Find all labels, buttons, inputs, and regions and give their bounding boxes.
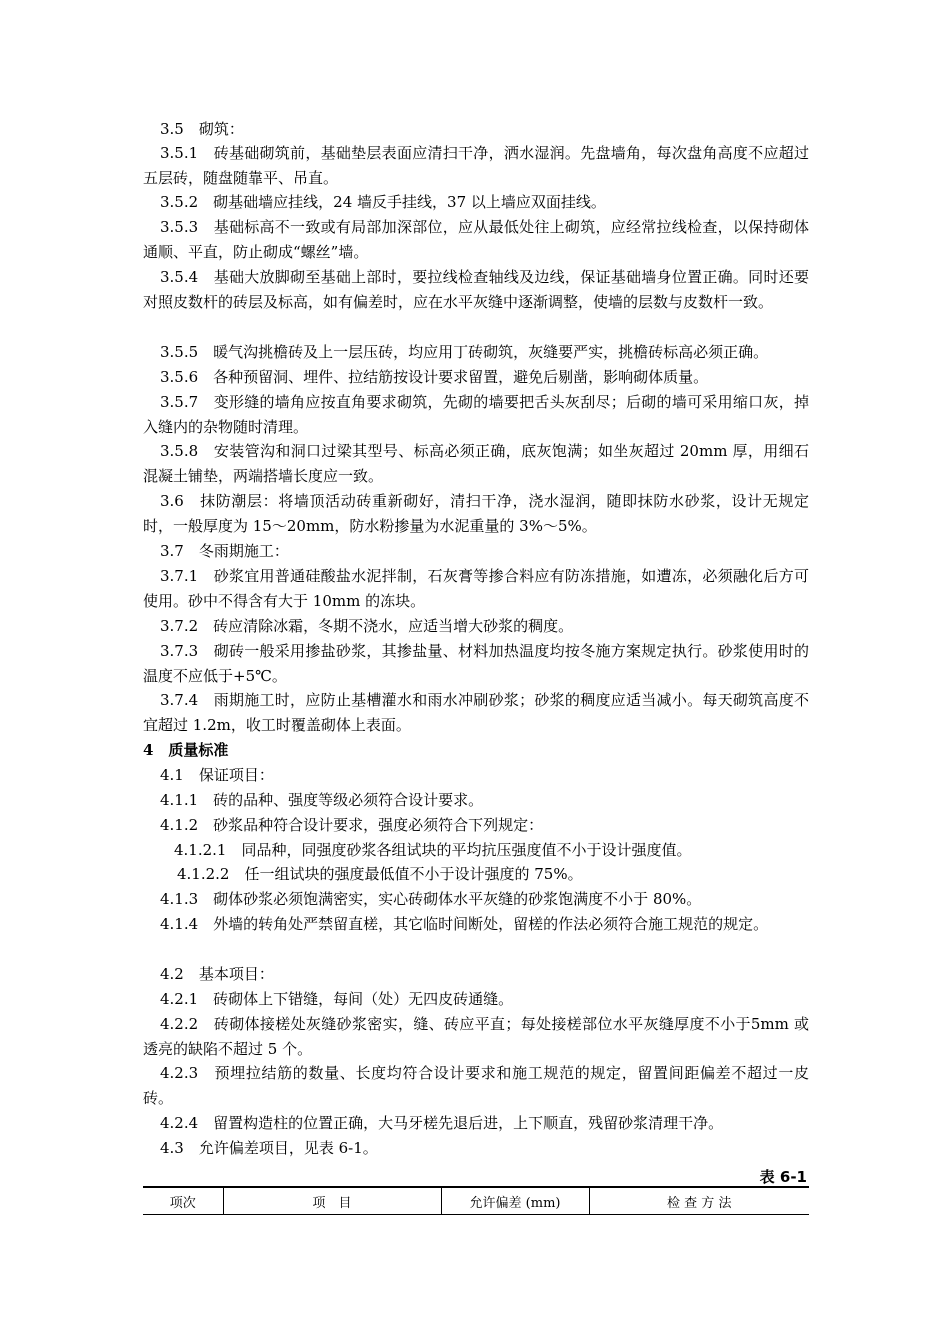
table-header-row <box>143 1187 809 1215</box>
clause-3-7-2: 3.7.2 砖应清除冰霜，冬期不浇水，应适当增大砂浆的稠度。 <box>160 617 574 635</box>
clause-3-5-8: 3.5.8 安装管沟和洞口过梁其型号、标高必须正确，底灰饱满；如坐灰超过 20mm 厚，用细石混凝土铺垫，两端搭墙长度应一致。 <box>143 442 809 485</box>
clause-3-7-3: 3.7.3 砌砖一般采用掺盐砂浆，其掺盐量、材料加热温度均按冬施方案规定执行。砂浆使用时的温度不应低于+5℃。 <box>143 642 809 685</box>
clause-3-5-4: 3.5.4 基础大放脚砌至基础上部时，要拉线检查轴线及边线，保证基础墙身位置正确。同时还要对照皮数杆的砖层及标高，如有偏差时，应在水平灰缝中逐渐调整，使墙的层数与皮数杆一致。 <box>143 268 809 311</box>
table-caption: 表 6-1 <box>759 1168 807 1186</box>
clause-3-5-3: 3.5.3 基础标高不一致或有局部加深部位，应从最低处往上砌筑，应经常拉线检查，以保持砌体通顺、平直，防止砌成“螺丝”墙。 <box>143 218 809 261</box>
clause-3-5-2: 3.5.2 砌基础墙应挂线，24 墙反手挂线，37 以上墙应双面挂线。 <box>160 193 606 211</box>
clause-4-1-4: 4.1.4 外墙的转角处严禁留直槎，其它临时间断处，留槎的作法必须符合施工规范的规定。 <box>160 915 769 933</box>
section-4-3: 4.3 允许偏差项目，见表 6-1。 <box>160 1139 378 1157</box>
clause-4-2-4: 4.2.4 留置构造柱的位置正确，大马牙槎先退后进，上下顺直，残留砂浆清理干净。 <box>160 1114 724 1132</box>
header-item: 项 目 <box>223 1187 441 1215</box>
clause-3-5-5: 3.5.5 暖气沟挑檐砖及上一层压砖，均应用丁砖砌筑，灰缝要严实，挑檐砖标高必须正确。 <box>160 343 769 361</box>
section-3-5-heading: 3.5 砌筑： <box>160 120 244 138</box>
clause-4-1-2-1: 4.1.2.1 同品种，同强度砂浆各组试块的平均抗压强度值不小于设计强度值。 <box>174 841 692 859</box>
header-tolerance: 允许偏差 (mm) <box>441 1187 589 1215</box>
clause-4-1-2: 4.1.2 砂浆品种符合设计要求，强度必须符合下列规定： <box>160 816 544 834</box>
section-4-1-heading: 4.1 保证项目： <box>160 766 274 784</box>
clause-4-2-3: 4.2.3 预埋拉结筋的数量、长度均符合设计要求和施工规范的规定，留置间距偏差不超过一皮砖。 <box>143 1064 809 1107</box>
clause-3-5-6: 3.5.6 各种预留洞、埋件、拉结筋按设计要求留置，避免后剔凿，影响砌体质量。 <box>160 368 709 386</box>
clause-3-7-1: 3.7.1 砂浆宜用普通硅酸盐水泥拌制，石灰膏等掺合料应有防冻措施，如遭冻，必须融化后方可使用。砂中不得含有大于 10mm 的冻块。 <box>143 567 809 610</box>
chapter-4-heading: 4 质量标准 <box>143 741 229 759</box>
header-inspection-method: 检 查 方 法 <box>589 1187 809 1215</box>
section-3-7-heading: 3.7 冬雨期施工： <box>160 542 289 560</box>
clause-3-5-1: 3.5.1 砖基础砌筑前，基础垫层表面应清扫干净，洒水湿润。先盘墙角，每次盘角高度不应超过五层砖，随盘随靠平、吊直。 <box>143 144 809 187</box>
clause-3-7-4: 3.7.4 雨期施工时，应防止基槽灌水和雨水冲刷砂浆；砂浆的稠度应适当减小。每天砌筑高度不宜超过 1.2m，收工时覆盖砌体上表面。 <box>143 691 809 734</box>
clause-4-1-1: 4.1.1 砖的品种、强度等级必须符合设计要求。 <box>160 791 484 809</box>
tolerance-table <box>143 1186 809 1215</box>
clause-4-1-3: 4.1.3 砌体砂浆必须饱满密实，实心砖砌体水平灰缝的砂浆饱满度不小于 80%。 <box>160 890 702 908</box>
clause-4-1-2-2: 4.1.2.2 任一组试块的强度最低值不小于设计强度的 75%。 <box>177 865 583 883</box>
header-item-number: 项次 <box>143 1187 223 1215</box>
clause-4-2-1: 4.2.1 砖砌体上下错缝，每间（处）无四皮砖通缝。 <box>160 990 514 1008</box>
section-4-2-heading: 4.2 基本项目： <box>160 965 274 983</box>
clause-3-6: 3.6 抹防潮层：将墙顶活动砖重新砌好，清扫干净，浇水湿润，随即抹防水砂浆，设计无规定时，一般厚度为 15～20mm，防水粉掺量为水泥重量的 3%～5%。 <box>143 492 809 535</box>
clause-4-2-2: 4.2.2 砖砌体接槎处灰缝砂浆密实，缝、砖应平直；每处接槎部位水平灰缝厚度不小于5mm 或透亮的缺陷不超过 5 个。 <box>143 1015 809 1058</box>
clause-3-5-7: 3.5.7 变形缝的墙角应按直角要求砌筑，先砌的墙要把舌头灰刮尽；后砌的墙可采用缩口灰，掉入缝内的杂物随时清理。 <box>143 393 809 436</box>
